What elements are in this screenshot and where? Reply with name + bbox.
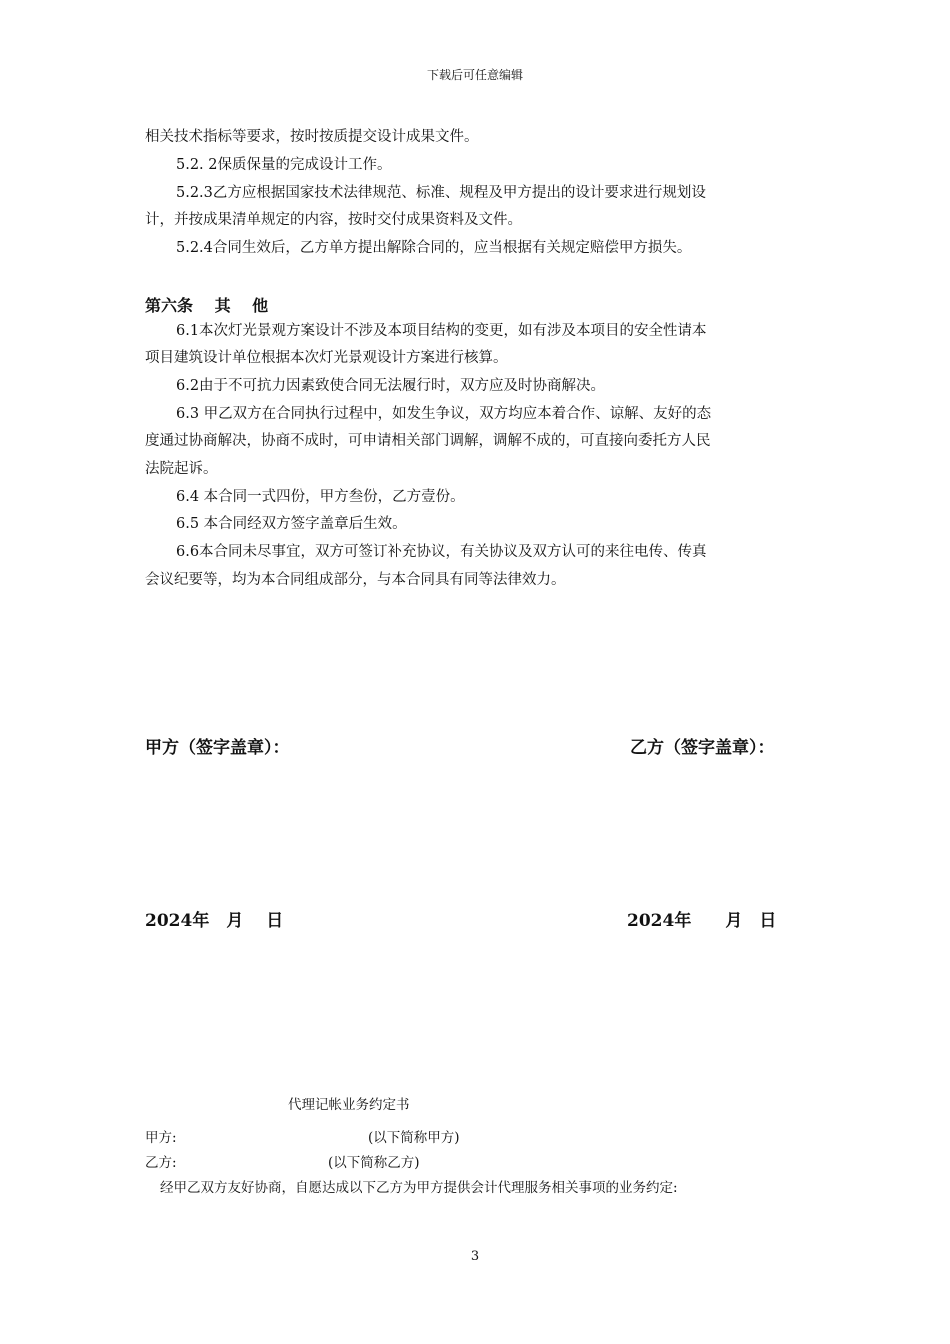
clause-6-3-line2: 度通过协商解决，协商不成时，可申请相关部门调解，调解不成的，可直接向委托方人民 (145, 433, 711, 449)
agreement-title: 代理记帐业务约定书 (288, 1097, 410, 1113)
agreement-intro: 经甲乙双方友好协商，自愿达成以下乙方为甲方提供会计代理服务相关事项的业务约定: (160, 1180, 678, 1196)
agreement-party-a-label: 甲方: (145, 1130, 177, 1146)
clause-6-2: 6.2由于不可抗力因素致使合同无法履行时，双方应及时协商解决。 (176, 378, 606, 394)
page-number: 3 (470, 1249, 480, 1264)
clause-5-2-4: 5.2.4合同生效后，乙方单方提出解除合同的，应当根据有关规定赔偿甲方损失。 (176, 240, 692, 256)
agreement-party-b-note: (以下简称乙方) (328, 1155, 420, 1171)
party-b-date: 2024年 月 日 (627, 911, 777, 931)
clause-5-2-2: 5.2. 2保质保量的完成设计工作。 (176, 157, 392, 173)
section-six-heading: 第六条 其 他 (145, 296, 269, 315)
agreement-party-a-note: (以下简称甲方) (368, 1130, 460, 1146)
party-a-signature-label: 甲方（签字盖章）： (145, 738, 290, 758)
clause-6-4: 6.4 本合同一式四份，甲方叁份，乙方壹份。 (176, 489, 465, 505)
clause-5-2-3-line2: 计，并按成果清单规定的内容，按时交付成果资料及文件。 (145, 212, 522, 228)
agreement-party-b-label: 乙方: (145, 1155, 177, 1171)
clause-6-3-line3: 法院起诉。 (145, 461, 218, 477)
page-header: 下载后可任意编辑 (426, 68, 523, 82)
clause-6-1-line1: 6.1本次灯光景观方案设计不涉及本项目结构的变更，如有涉及本项目的安全性请本 (176, 323, 707, 339)
paragraph-line: 相关技术指标等要求，按时按质提交设计成果文件。 (145, 129, 479, 145)
clause-6-6-line2: 会议纪要等，均为本合同组成部分，与本合同具有同等法律效力。 (145, 572, 566, 588)
party-a-date: 2024年 月 日 (145, 911, 284, 931)
clause-6-5: 6.5 本合同经双方签字盖章后生效。 (176, 516, 407, 532)
clause-5-2-3-line1: 5.2.3乙方应根据国家技术法律规范、标准、规程及甲方提出的设计要求进行规划设 (176, 185, 706, 201)
party-b-signature-label: 乙方（签字盖章）： (630, 738, 775, 758)
clause-6-6-line1: 6.6本合同未尽事宜，双方可签订补充协议，有关协议及双方认可的来往电传、传真 (176, 544, 707, 560)
clause-6-1-line2: 项目建筑设计单位根据本次灯光景观设计方案进行核算。 (145, 350, 508, 366)
clause-6-3-line1: 6.3 甲乙双方在合同执行过程中，如发生争议，双方均应本着合作、谅解、友好的态 (176, 406, 712, 422)
